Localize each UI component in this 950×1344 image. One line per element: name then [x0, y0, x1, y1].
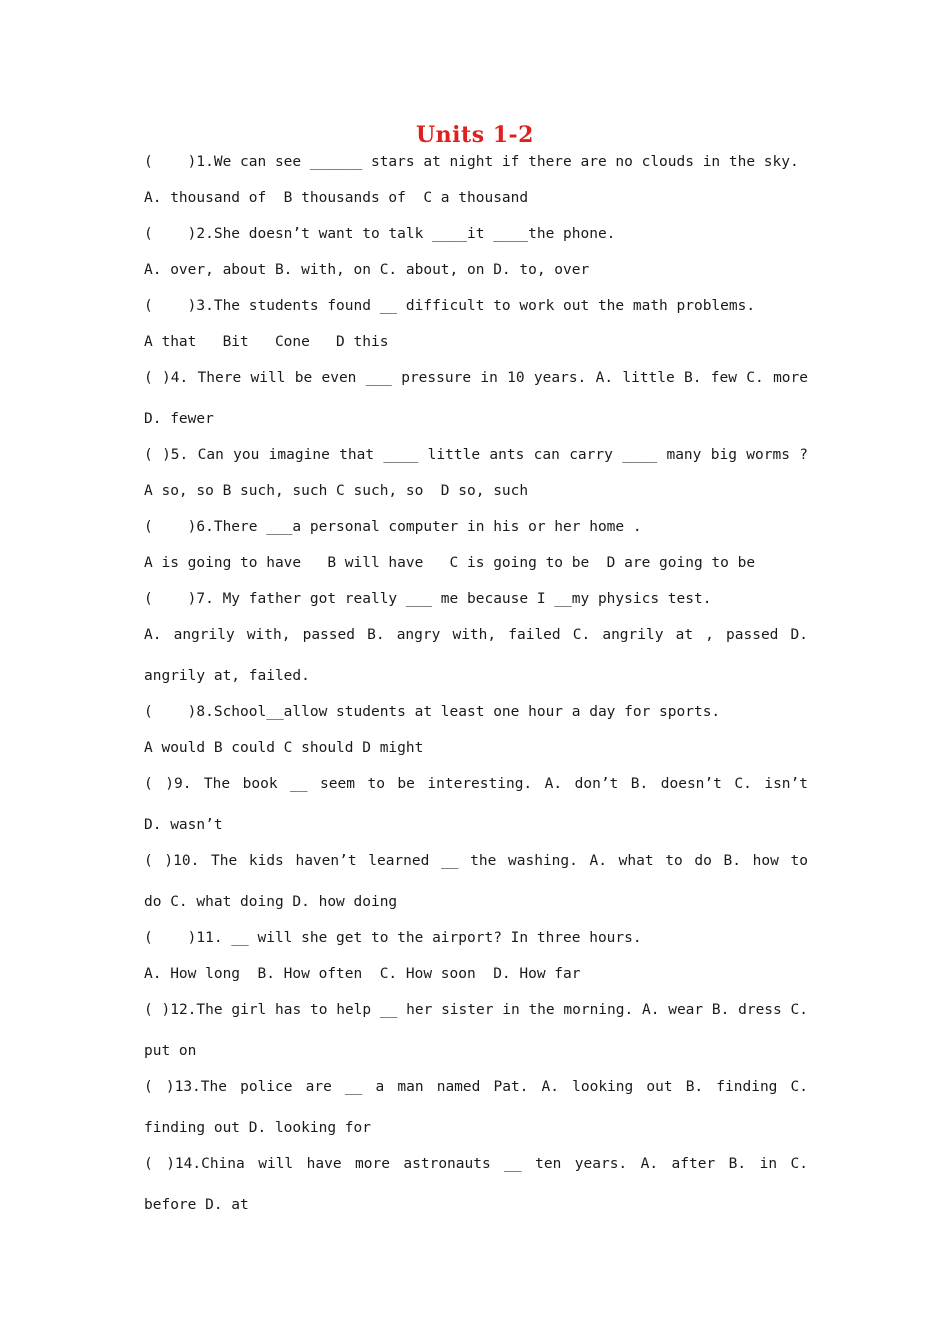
text-line: before D. at: [144, 1197, 249, 1213]
text-line: A. thousand of B thousands of C a thousand: [144, 190, 529, 206]
text-line: ( )9. The book __ seem to be interesting. A. don’t B. doesn’t C. isn’t: [144, 776, 808, 792]
text-line: ( )2.She doesn’t want to talk ____it ____the phone.: [144, 226, 616, 242]
text-line: angrily at, failed.: [144, 668, 310, 684]
text-line: ( )4. There will be even ___ pressure in 10 years. A. little B. few C. more: [144, 370, 808, 386]
text-line: ( )14.China will have more astronauts __ ten years. A. after B. in C.: [144, 1156, 808, 1172]
text-line: A so, so B such, such C such, so D so, such: [144, 483, 529, 499]
text-line: ( )5. Can you imagine that ____ little ants can carry ____ many big worms ?: [144, 447, 808, 463]
text-line: ( )10. The kids haven’t learned __ the washing. A. what to do B. how to: [144, 853, 808, 869]
text-line: ( )7. My father got really ___ me because I __my physics test.: [144, 591, 712, 607]
text-line: A is going to have B will have C is going to be D are going to be: [144, 555, 756, 571]
text-line: A would B could C should D might: [144, 740, 424, 756]
text-line: ( )8.School__allow students at least one hour a day for sports.: [144, 704, 721, 720]
text-line: ( )3.The students found __ difficult to work out the math problems.: [144, 298, 756, 314]
text-line: D. wasn’t: [144, 817, 223, 833]
text-line: ( )11. __ will she get to the airport? In three hours.: [144, 930, 642, 946]
text-line: D. fewer: [144, 411, 214, 427]
text-line: ( )12.The girl has to help __ her sister in the morning. A. wear B. dress C.: [144, 1002, 808, 1018]
text-line: do C. what doing D. how doing: [144, 894, 398, 910]
text-line: A that Bit Cone D this: [144, 334, 389, 350]
text-line: A. over, about B. with, on C. about, on D. to, over: [144, 262, 590, 278]
text-line: ( )6.There ___a personal computer in his or her home .: [144, 519, 642, 535]
text-line: ( )13.The police are __ a man named Pat. A. looking out B. finding C.: [144, 1079, 808, 1095]
page-title: Units 1-2: [416, 122, 534, 148]
text-line: put on: [144, 1043, 197, 1059]
text-line: finding out D. looking for: [144, 1120, 371, 1136]
text-line: A. How long B. How often C. How soon D. How far: [144, 966, 581, 982]
text-line: ( )1.We can see ______ stars at night if there are no clouds in the sky.: [144, 154, 799, 170]
text-line: A. angrily with, passed B. angry with, failed C. angrily at , passed D.: [144, 627, 808, 643]
